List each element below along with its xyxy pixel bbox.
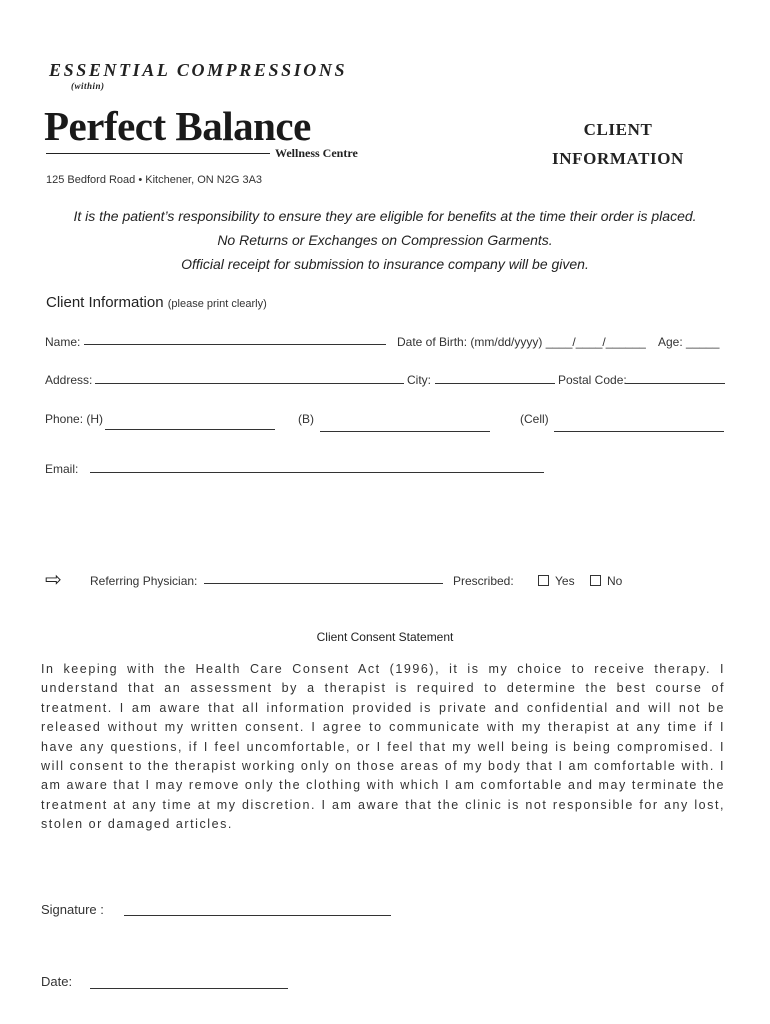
consent-heading: Client Consent Statement bbox=[316, 630, 454, 644]
prescribed-yes-option[interactable] bbox=[538, 574, 575, 588]
dob-field[interactable]: Date of Birth: (mm/dd/yyyy) ____/____/______ bbox=[397, 335, 646, 349]
brand-rule bbox=[46, 153, 270, 154]
signature-field[interactable] bbox=[124, 915, 391, 916]
date-field[interactable] bbox=[90, 988, 288, 989]
consent-statement: In keeping with the Health Care Consent Act (1996), it is my choice to receive therapy. I understand that an assessment by a therapist is required to determine the best course of treatment. I am aware that all information provided is private and confidential and will not be released without my written consent. I agree to communicate with my therapist at any time if I have any questions, if I feel uncomfortable, or I feel that my well being is being compromised. I will consent to the therapist working only on those areas of my body that I am comfortable with. I am aware that I may remove only the clothing with which I am comfortable and may terminate the treatment at any time at my discretion. I am aware that the clinic is not responsible for any lost, stolen or damaged articles. bbox=[41, 662, 725, 832]
prescribed-label: Prescribed: bbox=[453, 574, 514, 588]
brand-logo-name: Perfect Balance bbox=[44, 103, 311, 149]
age-field[interactable]: Age: _____ bbox=[658, 335, 720, 349]
phone-home-label: Phone: (H) bbox=[45, 412, 104, 426]
brand-top-line: ESSENTIAL COMPRESSIONS bbox=[49, 60, 348, 80]
title-line-1: CLIENT bbox=[583, 120, 653, 139]
title-line-2: INFORMATION bbox=[552, 149, 684, 168]
phone-cell-label: (Cell) bbox=[520, 412, 549, 426]
notice-eligibility: It is the patient’s responsibility to ensure they are eligible for benefits at the time their order is placed. bbox=[73, 208, 697, 224]
client-info-note: (please print clearly) bbox=[167, 298, 267, 310]
signature-label: Signature : bbox=[41, 902, 104, 917]
postal-code-field[interactable] bbox=[625, 383, 725, 384]
name-field[interactable] bbox=[84, 344, 386, 345]
address-field[interactable] bbox=[95, 383, 404, 384]
phone-home-field[interactable] bbox=[105, 429, 275, 430]
prescribed-no-option[interactable] bbox=[590, 574, 622, 588]
city-label: City: bbox=[407, 373, 431, 387]
no-checkbox[interactable] bbox=[590, 575, 601, 586]
no-label: No bbox=[607, 574, 623, 588]
client-info-title: Client Information bbox=[46, 294, 164, 311]
arrow-right-icon: ⇨ bbox=[45, 569, 62, 591]
physician-field[interactable] bbox=[204, 583, 443, 584]
notice-no-returns: No Returns or Exchanges on Compression Garments. bbox=[217, 232, 553, 248]
phone-business-field[interactable] bbox=[320, 431, 490, 432]
document-title bbox=[520, 115, 716, 173]
notice-receipt: Official receipt for submission to insurance company will be given. bbox=[181, 256, 589, 272]
city-field[interactable] bbox=[435, 383, 555, 384]
phone-business-label: (B) bbox=[298, 412, 314, 426]
address-label: Address: bbox=[45, 373, 93, 387]
email-label: Email: bbox=[45, 462, 79, 476]
physician-label: Referring Physician: bbox=[90, 574, 198, 588]
yes-label: Yes bbox=[555, 574, 575, 588]
email-field[interactable] bbox=[90, 472, 544, 473]
phone-cell-field[interactable] bbox=[554, 431, 724, 432]
name-label: Name: bbox=[45, 335, 81, 349]
clinic-address: 125 Bedford Road • Kitchener, ON N2G 3A3 bbox=[46, 174, 263, 186]
brand-subtitle: Wellness Centre bbox=[275, 146, 358, 160]
brand-within: (within) bbox=[71, 81, 105, 91]
yes-checkbox[interactable] bbox=[538, 575, 549, 586]
date-label: Date: bbox=[41, 974, 73, 989]
client-info-heading bbox=[46, 294, 267, 311]
postal-code-label: Postal Code: bbox=[558, 373, 627, 387]
